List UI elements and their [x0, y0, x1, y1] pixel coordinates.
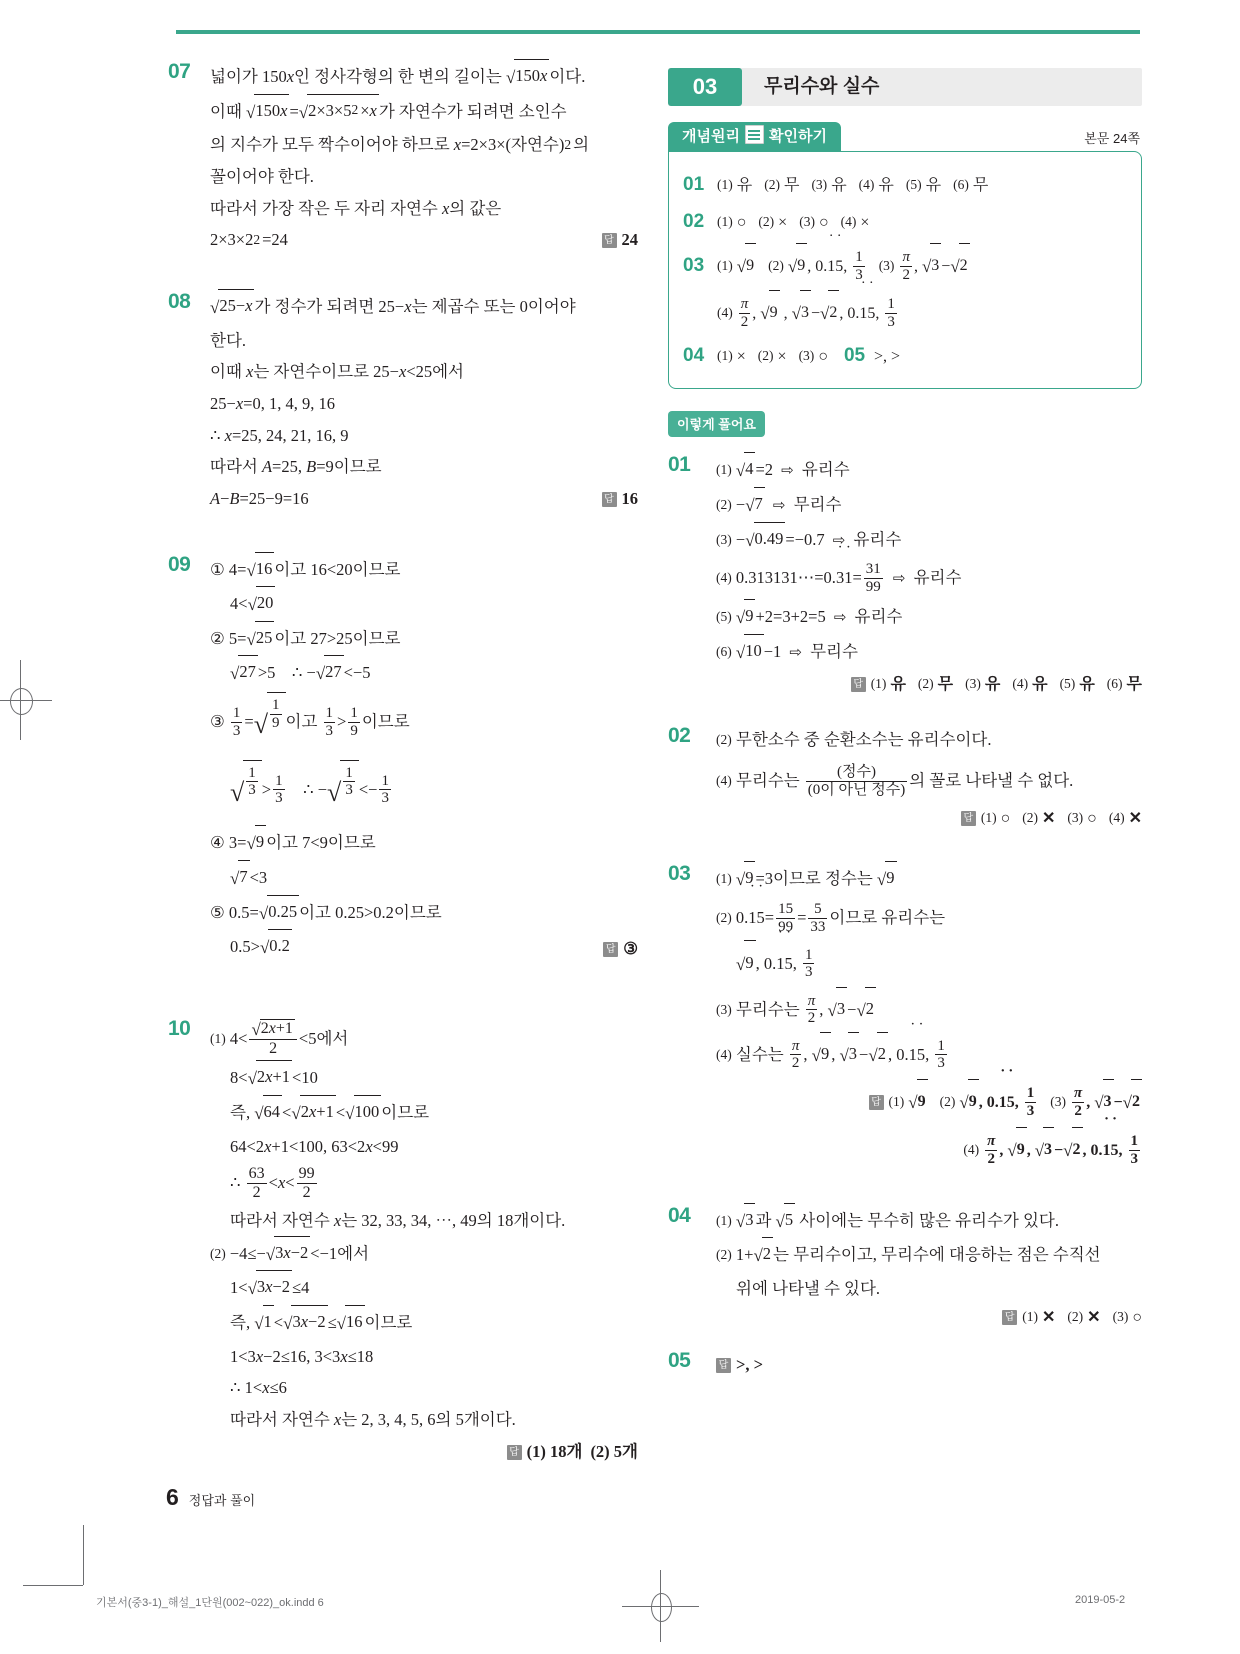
- concept-row-text: (1) 유 (2) 무 (3) 유 (4) 유 (5) 유 (6) 무: [717, 176, 989, 194]
- solution-body-07: [210, 60, 638, 256]
- explanation-number-01: 01: [668, 453, 691, 477]
- answer-icon: 답: [602, 233, 617, 248]
- line: √ $\frac{1}{3}$ > $\frac{1}{3}$ ∴ −√ $\frac{1}{3}$ <− $\frac{1}{3}$: [210, 759, 638, 827]
- page-folio: [166, 1484, 638, 1511]
- line: (1) √4 =2 ⇨ 유리수: [716, 453, 1142, 488]
- answer-row-02: [668, 808, 1142, 828]
- solution-number-10: 10: [168, 1016, 191, 1040]
- answer-row-01: [668, 671, 1142, 694]
- line: 따라서 자연수 x는 2, 3, 4, 5, 6의 5개이다.: [230, 1410, 516, 1430]
- concept-row-number-05: 05: [843, 345, 866, 367]
- concept-row-text: (1) √9 (2) √9 , 0.1 ˙5 ˙, $\frac{1}{3}$ (3) $\frac{\pi}{2}$ , √3 −√2: [717, 258, 970, 275]
- concept-row: [683, 337, 1135, 374]
- explanation-item-01: [668, 453, 1142, 694]
- solution-body-08: [210, 290, 638, 515]
- explanation-item-04: [668, 1204, 1142, 1327]
- explanation-body-03: [716, 862, 1142, 1078]
- concept-row-text: (1) ○ (2) × (3) ○ (4) ×: [717, 213, 870, 232]
- line: 0.5>√0.2: [210, 930, 638, 965]
- line: 즉, √64 <√2x+1 <√100 이므로: [210, 1096, 638, 1131]
- line: (2) 0.1 ˙5 ˙= $\frac{15}{99}$ = $\frac{5}{33}$ 이므로 유리수는: [716, 896, 1142, 941]
- explanation-number-05: 05: [668, 1348, 691, 1372]
- concept-reference-page: 본문 24쪽: [1084, 131, 1140, 146]
- registration-circle-center: [651, 1593, 672, 1622]
- explanation-body-02: [716, 724, 1142, 805]
- answer-row-04: [668, 1307, 1142, 1327]
- concept-row-number: 03: [683, 255, 705, 277]
- answer-value-1: (1) 18개: [526, 1441, 583, 1461]
- line: (4) 무리수는 $\frac{\text{(정수)}}{\text{(0이 아닌 정수)}}$ 의 꼴로 나타낼 수 없다.: [716, 763, 1074, 798]
- line: [716, 1349, 1142, 1381]
- explanation-body-01: [716, 453, 1142, 669]
- line: $2\times 3\times 2^2 =24$: [210, 230, 288, 250]
- line: 따라서 가장 작은 두 자리 자연수 x의 값은: [210, 198, 502, 218]
- answer-value: (1) ✕ (2) ✕ (3) ○: [1022, 1308, 1142, 1326]
- line: ∴ 1<x≤6: [230, 1378, 287, 1398]
- line: ③ $\frac{1}{3}$ =√ $\frac{1}{9}$ 이고 $\frac{1}{3}$ > $\frac{1}{9}$ 이므로: [210, 691, 638, 759]
- rightwards-arrow-icon: ⇨: [832, 532, 846, 549]
- concept-check-box: [668, 122, 1142, 389]
- line: √7 <3: [210, 861, 638, 896]
- line: 의 지수가 모두 짝수이어야 하므로 x=2×3×(자연수)$^2$ 의: [210, 135, 590, 155]
- answer-icon: 답: [869, 1095, 884, 1110]
- solution-item-07: [168, 60, 638, 250]
- concept-row: [683, 291, 1135, 337]
- line: 4<√20: [210, 587, 638, 622]
- explanation-item-03: [668, 862, 1142, 1174]
- solution-number-08: 08: [168, 289, 191, 313]
- explanation-body-05: [716, 1349, 1142, 1381]
- rightwards-arrow-icon: ⇨: [892, 571, 906, 588]
- rightwards-arrow-icon: ⇨: [781, 463, 794, 480]
- line: 넓이가 150x인 정사각형의 한 변의 길이는 √150x 이다.: [210, 60, 638, 95]
- line: ⑤ 0.5=√0.25 이고 0.25>0.2이므로: [210, 896, 638, 931]
- registration-circle-left: [10, 688, 33, 715]
- concept-tab-right-label: 확인하기: [768, 128, 827, 145]
- concept-tab-left-label: 개념원리: [682, 128, 740, 145]
- line: ④ 3=√9 이고 7<9이므로: [210, 826, 638, 861]
- solution-item-10: [168, 1017, 638, 1462]
- solution-item-09: [168, 553, 638, 959]
- concept-row-number: 04: [683, 345, 705, 367]
- answer-value: 16: [621, 488, 638, 508]
- line: 따라서 A=25, B=9이므로: [210, 457, 382, 477]
- line: 따라서 자연수 x는 32, 33, 34, ⋯, 49의 18개이다.: [230, 1211, 566, 1231]
- line: A−B=25−9=16: [210, 488, 309, 508]
- line: 즉, √1 <√3x−2 ≤√16 이므로: [210, 1306, 638, 1341]
- line: √9 , 0.1 ˙5 ˙, $\frac{1}{3}$: [716, 941, 1142, 988]
- section-title: 무리수와 실수: [764, 76, 880, 97]
- line: (2) −√7 ⇨ 무리수: [716, 488, 1142, 523]
- line: 1<√3x−2 ≤4: [210, 1271, 638, 1306]
- line: 이때 $√150x =√2\times 3\times 5^2 \times x$ 가 자연수가 되려면 소인수: [210, 95, 638, 130]
- line: 이때 x는 자연수이므로 25−x<25에서: [210, 362, 464, 382]
- answer-value-2: (2) 5개: [590, 1441, 638, 1461]
- solution-body-10: [210, 1017, 638, 1436]
- line: ∴ x=25, 24, 21, 16, 9: [210, 425, 349, 445]
- line: 1<3x−2≤16, 3<3x≤18: [230, 1346, 374, 1366]
- printer-footer-file: 기본서(중3-1)_해설_1단원(002~022)_ok.indd 6: [96, 1597, 324, 1609]
- explanation-number-04: 04: [668, 1203, 691, 1227]
- concept-row-number: 01: [683, 174, 705, 195]
- line: (5) √9 +2=3+2=5 ⇨ 유리수: [716, 600, 1142, 635]
- answer-icon: 답: [961, 811, 976, 826]
- line: (1) √3 과 √5 사이에는 무수히 많은 유리수가 있다.: [716, 1204, 1142, 1239]
- answer-value-2: (4) $\frac{\pi}{2}$ , √9 , √3 −√2 , 0.1 ˙5 ˙, $\frac{1}{3}$: [963, 1142, 1142, 1159]
- answer-icon: 답: [1002, 1310, 1017, 1325]
- rightwards-arrow-icon: ⇨: [833, 610, 847, 627]
- section-header: [668, 68, 1142, 108]
- concept-row-text: (1) × (2) × (3) ○ 05 >, >: [717, 348, 900, 365]
- explanation-body-04: [716, 1204, 1142, 1305]
- p02-fraction-denominator: (0이 아닌 정수): [807, 781, 906, 798]
- right-column: [668, 68, 1142, 1400]
- solution-number-09: 09: [168, 552, 191, 576]
- printer-footer-date: 2019-05-2: [1075, 1594, 1126, 1606]
- explanation-number-03: 03: [668, 861, 691, 885]
- line: (1) 4< $\frac{√2x+1}{2}$ <5에서: [210, 1020, 349, 1058]
- line: √25−x 가 정수가 되려면 25−x는 제곱수 또는 0이어야: [210, 290, 638, 325]
- line: (2) −4≤−√3x−2 <−1에서: [210, 1237, 638, 1272]
- answer-value-1: (1) √9 (2) √9 , 0.1 ˙5 ˙, $\frac{1}{3}$ (3) $\frac{\pi}{2}$ , √3 −√2: [889, 1094, 1142, 1111]
- page-number: 6: [166, 1483, 179, 1510]
- answer-icon: 답: [716, 1358, 731, 1373]
- line: 꼴이어야 한다.: [210, 166, 314, 186]
- left-column: [168, 60, 638, 1511]
- line: (3) −√0.49 =−0.7 ⇨ 유리수: [716, 523, 1142, 558]
- concept-row: [683, 166, 1135, 203]
- line: 64<2x+1<100, 63<2x<99: [230, 1136, 399, 1156]
- concept-check-tab: [668, 122, 841, 152]
- line: 위에 나타낼 수 있다.: [736, 1278, 881, 1298]
- explanation-number-02: 02: [668, 724, 691, 748]
- answer-value: ③: [623, 938, 638, 958]
- crop-mark-bottom-vertical: [83, 1525, 84, 1585]
- answer-icon: 답: [851, 677, 866, 692]
- answer-icon: 답: [603, 942, 618, 957]
- rightwards-arrow-icon: ⇨: [789, 644, 802, 661]
- explanation-item-02: [668, 724, 1142, 827]
- section-number-badge: 03: [668, 68, 742, 106]
- p02-fraction-numerator: (정수): [837, 763, 876, 780]
- line: (4) 0.313131⋯=0.3 ˙1 ˙= $\frac{31}{99}$ ⇨ 유리수: [716, 557, 1142, 600]
- answer-value: (1) ○ (2) ✕ (3) ○ (4) ✕: [980, 809, 1142, 827]
- answer-value: (1) 유 (2) 무 (3) 유 (4) 유 (5) 유 (6) 무: [870, 676, 1142, 694]
- top-divider-rule: [176, 30, 1140, 34]
- explanation-item-05: [668, 1349, 1142, 1381]
- line: (2) 1+√2 는 무리수이고, 무리수에 대응하는 점은 수직선: [716, 1238, 1142, 1273]
- line: 25−x=0, 1, 4, 9, 16: [210, 393, 335, 413]
- page-label: 정답과 풀이: [188, 1492, 256, 1508]
- line: (1) √9 =3이므로 정수는 √9: [716, 862, 1142, 897]
- concept-check-body: [668, 151, 1142, 389]
- howto-label: 이렇게 풀어요: [668, 411, 765, 437]
- answer-icon: 답: [602, 492, 617, 507]
- solution-item-08: [168, 290, 638, 509]
- line: 한다.: [210, 330, 247, 350]
- answer-row-10: [168, 1438, 638, 1462]
- answer-icon: 답: [507, 1445, 522, 1460]
- line: 8<√2x+1 <10: [210, 1061, 638, 1096]
- line: (4) 실수는 $\frac{\pi}{2}$ , √9 , √3 −√2 , 0.1 ˙5 ˙, $\frac{1}{3}$: [716, 1033, 1142, 1078]
- crop-mark-bottom-horizontal: [23, 1585, 83, 1586]
- p02-suffix: 의 꼴로 나타낼 수 없다.: [909, 771, 1074, 791]
- answer-row-03-line2: [668, 1128, 1142, 1174]
- answer-value: >, >: [736, 1354, 764, 1374]
- line: ② 5=√25 이고 27>25이므로: [210, 622, 638, 657]
- line: √27 >5 ∴ −√27 <−5: [210, 656, 638, 691]
- book-icon: [745, 125, 764, 144]
- line: ① 4=√16 이고 16<20이므로: [210, 553, 638, 588]
- line: (2) 무한소수 중 순환소수는 유리수이다.: [716, 730, 992, 750]
- p02-line1-text: 무한소수 중 순환소수는 유리수이다.: [735, 730, 992, 750]
- rightwards-arrow-icon: ⇨: [772, 497, 786, 514]
- line: (6) √10 −1 ⇨ 무리수: [716, 635, 1142, 670]
- concept-row: [683, 203, 1135, 240]
- solution-body-09: [210, 553, 638, 965]
- concept-row-text: (4) $\frac{\pi}{2}$ , √9 , √3 −√2 , 0.1 ˙5 ˙, $\frac{1}{3}$: [717, 305, 899, 322]
- answer-value: 24: [621, 229, 638, 249]
- line: ∴ $\frac{63}{2}$ <x< $\frac{99}{2}$: [230, 1165, 315, 1201]
- answer-row-03-line1: [668, 1080, 1142, 1126]
- solution-number-07: 07: [168, 60, 191, 83]
- concept-row: [683, 240, 1135, 291]
- concept-row-number: 02: [683, 211, 705, 233]
- concept-05-answer: >, >: [873, 348, 901, 366]
- line: (3) 무리수는 $\frac{\pi}{2}$ , √3 −√2: [716, 988, 1142, 1033]
